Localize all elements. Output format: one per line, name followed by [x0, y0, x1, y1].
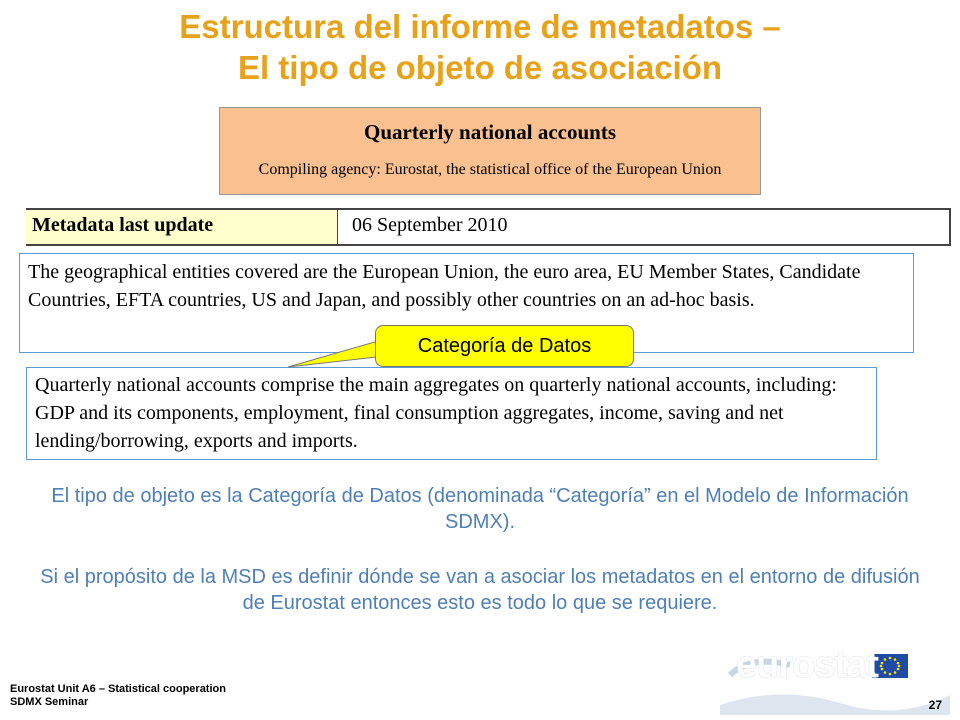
compiling-agency: Compiling agency: Eurostat, the statistical office of the European Union — [258, 161, 722, 178]
slide-title-line2: El tipo de objeto de asociación — [237, 49, 723, 86]
footer — [10, 683, 226, 709]
footer-line1: Eurostat Unit A6 – Statistical cooperation — [10, 683, 226, 695]
metadata-last-update-value: 06 September 2010 — [352, 214, 508, 236]
slide-title — [0, 6, 960, 88]
page-number: 27 — [928, 698, 942, 712]
body-paragraph-2: Si el propósito de la MSD es definir dónde se van a asociar los metadatos en el entorno de difusión de Eurostat entonces esto es todo lo que se requiere. — [40, 566, 920, 614]
footer-line2: SDMX Seminar — [10, 696, 89, 708]
geographical-coverage-box: The geographical entities covered are the European Union, the euro area, EU Member States, Candidate Countries, EFTA countries, US and Japan, and possibly other countries on an ad-hoc basis. — [19, 253, 914, 353]
metadata-last-update-label: Metadata last update — [26, 210, 338, 244]
body-paragraph-1: El tipo de objeto es la Categoría de Datos (denominada “Categoría” en el Modelo de Información SDMX). — [51, 485, 909, 533]
report-header-box — [219, 107, 761, 195]
slide-title-line1: Estructura del informe de metadatos – — [179, 8, 781, 45]
data-category-callout: Categoría de Datos — [375, 325, 634, 367]
eurostat-wordmark: eurostat — [736, 644, 878, 686]
report-title: Quarterly national accounts — [364, 120, 616, 144]
description-box: Quarterly national accounts comprise the main aggregates on quarterly national accounts, including: GDP and its components, employment, final consumption aggregates, income, saving and net lending/borrowing, exports and imports. — [26, 367, 877, 460]
metadata-last-update-row — [26, 208, 951, 246]
